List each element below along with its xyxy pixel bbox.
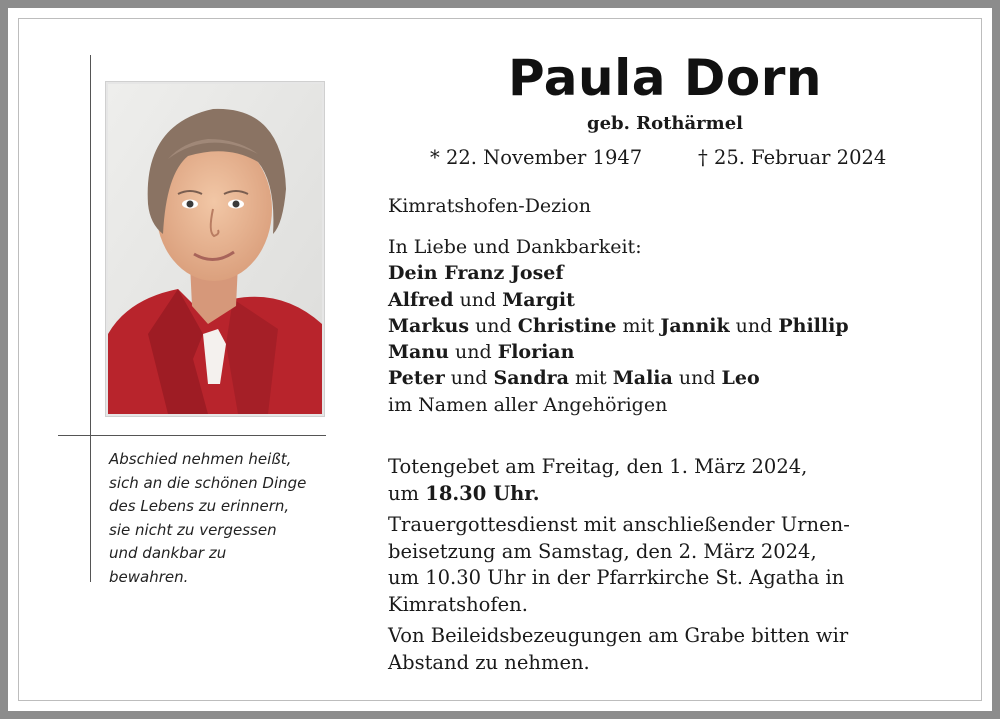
mourner-name: Sandra [493,367,569,390]
mourner-name: Dein Franz Josef [388,262,564,285]
mass-line: beisetzung am Samstag, den 2. März 2024, [388,539,817,563]
mourner-name: Florian [497,341,575,364]
mourner-name: Jannik [660,314,730,337]
condolence-line: Abstand zu nehmen. [388,650,590,674]
horizontal-divider [58,435,326,436]
quote-line: sie nicht zu vergessen [109,520,277,539]
mourner-line [388,365,849,391]
prayer-time: 18.30 Uhr. [425,481,540,505]
quote-line: Abschied nehmen heißt, [109,450,292,468]
residence-place: Kimratshofen-Dezion [388,195,591,217]
mourners-list [388,234,849,418]
connector-text: und [672,367,722,390]
connector-text: und [469,314,518,337]
connector-text: mit [616,314,661,337]
vertical-divider [90,55,91,582]
quote-line: und dankbar zu [109,544,227,562]
mourner-name: Christine [517,314,617,337]
connector-text: und [444,367,494,390]
mourner-name: Margit [502,288,575,311]
mourner-line [388,287,849,313]
connector-text: und [453,288,503,311]
service-details [388,454,850,676]
quote-line: sich an die schönen Dinge [109,473,307,492]
mourner-name: Alfred [388,288,454,311]
mourners-intro: In Liebe und Dankbarkeit: [388,236,642,258]
condolence-line: Von Beileidsbezeugungen am Grabe bitten wir [388,624,849,647]
mourner-line [388,260,849,286]
prayer-line: Totengebet am Freitag, den 1. März 2024, [388,455,808,478]
portrait-illustration [108,84,322,414]
mourner-name: Markus [388,314,470,337]
mass-line: um 10.30 Uhr in der Pfarrkirche St. Agatha in [388,566,845,589]
birth-date: * 22. November 1947 [430,146,643,169]
connector-text: und [448,341,498,364]
mourner-name: Manu [388,341,449,364]
mourner-name: Peter [388,367,445,390]
quote-line: bewahren. [109,567,189,586]
portrait-photo [106,82,324,416]
mass-line: Kimratshofen. [388,592,528,616]
quote-line: des Lebens zu erinnern, [109,497,290,515]
mourners-outro: im Namen aller Angehörigen [388,393,668,416]
mass-line: Trauergottesdienst mit anschließender Urnen- [388,513,850,536]
mourner-name: Leo [721,367,760,390]
farewell-quote [109,448,339,589]
life-dates [430,144,910,172]
maiden-name: geb. Rothärmel [586,113,743,134]
mourner-line [388,339,849,365]
mourner-name: Malia [612,367,673,390]
mourner-line [388,313,849,339]
connector-text: mit [568,367,613,390]
prayer-time-line [388,481,850,508]
deceased-name: Paula Dorn [507,49,823,107]
death-date: † 25. Februar 2024 [698,146,887,169]
mourner-name: Phillip [778,314,849,337]
connector-text: und [729,314,779,337]
prayer-time-prefix: um [388,481,426,505]
